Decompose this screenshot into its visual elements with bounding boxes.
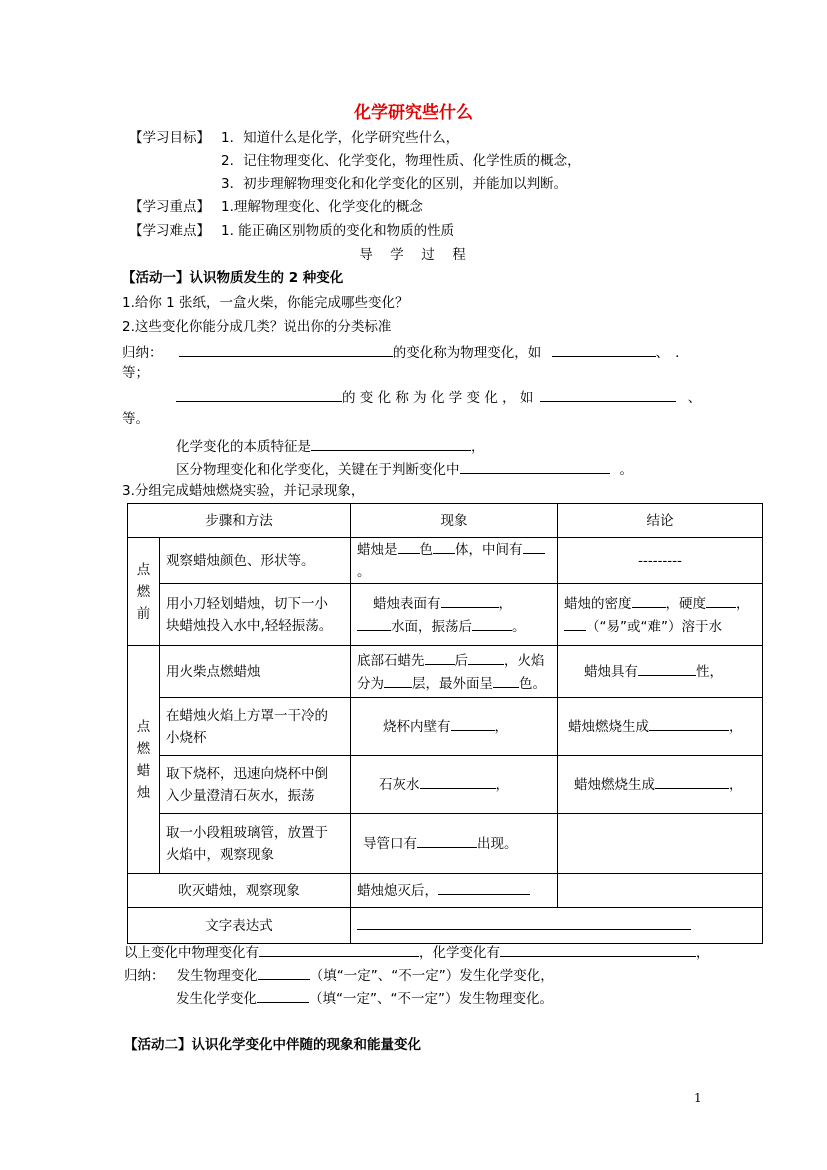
- table-row: [128, 756, 763, 814]
- physical-mid-text: 的变化称为物理变化，如: [392, 345, 542, 361]
- chemical-end-text: 等。: [122, 411, 149, 427]
- blank-limewater[interactable]: [420, 773, 496, 789]
- word-equation-cell: [351, 908, 763, 944]
- activity1-q1: 1.给你 1 张纸，一盒火柴，你能完成哪些变化？: [122, 295, 409, 311]
- table-row: [128, 814, 763, 874]
- obs-blow-out: 蜡烛熄灭后，: [351, 874, 558, 908]
- essence-end: ，: [471, 439, 485, 455]
- activity1-q3: 3.分组完成蜡烛燃烧实验，并记录现象，: [122, 483, 365, 499]
- step-cut: 用小刀轻划蜡烛，切下一小 块蜡烛投入水中,轻轻振荡。: [160, 584, 351, 646]
- obs-cut: 蜡烛表面有 ， 水面，振荡后 。: [351, 584, 558, 646]
- summary-line-chemical: [176, 386, 701, 408]
- header-steps: 步骤和方法: [128, 504, 351, 538]
- blank-physical-definition[interactable]: [179, 341, 393, 357]
- step-beaker: 在蜡烛火焰上方罩一干冷的 小烧杯: [160, 698, 351, 756]
- blank-product-1[interactable]: [649, 715, 729, 731]
- obs-observe: 蜡烛是 色 体，中间有。: [351, 538, 558, 584]
- table-row: [128, 698, 763, 756]
- essence-text: 化学变化的本质特征是: [176, 439, 311, 455]
- blank-product-2[interactable]: [655, 773, 729, 789]
- blank-word-equation[interactable]: [357, 914, 691, 930]
- distinguish-text: 区分物理变化和化学变化，关键在于判断变化中: [176, 462, 460, 478]
- chemical-mid-text: 的 变 化 称 为 化 学 变 化 ， 如: [342, 390, 534, 406]
- physical-end-text: 等；: [122, 365, 149, 381]
- con-blow-out: [558, 874, 763, 908]
- blank-beaker-wall[interactable]: [451, 715, 495, 731]
- goal-item-1: 1．知道什么是化学，化学研究些什么，: [221, 130, 460, 146]
- blank-physical-example[interactable]: [552, 341, 656, 357]
- blank-surface[interactable]: [441, 592, 499, 608]
- distinguish-end: 。: [619, 462, 633, 478]
- table-row: [128, 584, 763, 646]
- blank-color[interactable]: [398, 538, 420, 554]
- blank-chemical-definition[interactable]: [176, 386, 342, 402]
- blank-state[interactable]: [433, 538, 455, 554]
- goals-label: 【学习目标】: [129, 130, 210, 146]
- blank-property[interactable]: [638, 660, 696, 676]
- table-row: [128, 646, 763, 698]
- essence-line: [176, 435, 485, 457]
- difficulties-text: 1. 能正确区别物质的变化和物质的性质: [221, 223, 455, 239]
- obs-beaker: 烧杯内壁有 ，: [351, 698, 558, 756]
- group-before-ignition: 点 燃 前: [128, 538, 160, 646]
- blank-chemical-implies[interactable]: [257, 987, 309, 1003]
- blank-physical-implies[interactable]: [258, 964, 310, 980]
- group-lit-candle: 点 燃 蜡 烛: [128, 646, 160, 874]
- blank-tube-mouth[interactable]: [417, 832, 477, 848]
- blank-melt[interactable]: [425, 649, 455, 665]
- con-beaker: 蜡烛燃烧生成 ，: [558, 698, 763, 756]
- blank-distinguish[interactable]: [460, 458, 610, 474]
- table-row: [128, 538, 763, 584]
- blank-physical-changes[interactable]: [259, 941, 419, 957]
- step-observe: 观察蜡烛颜色、形状等。: [160, 538, 351, 584]
- key-points-text: 1.理解物理变化、化学变化的概念: [221, 199, 423, 215]
- key-points-label: 【学习重点】: [129, 199, 210, 215]
- con-limewater: 蜡烛燃烧生成 ，: [558, 756, 763, 814]
- header-conclusion: 结论: [558, 504, 763, 538]
- obs-light: 底部石蜡先 后 ，火焰 分为 层，最外面呈 色。: [351, 646, 558, 698]
- summary-line-physical: 归纳： 的变化称为物理变化，如 、 .: [122, 341, 679, 363]
- chemical-tail-text: 、: [687, 390, 702, 406]
- blank-burn[interactable]: [468, 649, 504, 665]
- blank-float[interactable]: [357, 615, 391, 631]
- experiment-table: [127, 503, 763, 944]
- step-blow-out: 吹灭蜡烛，观察现象: [128, 874, 351, 908]
- activity1-title: 【活动一】认识物质发生的 2 种变化: [122, 270, 344, 286]
- word-equation-label: 文字表达式: [128, 908, 351, 944]
- blank-essence[interactable]: [311, 435, 471, 451]
- blank-solubility[interactable]: [564, 615, 586, 631]
- blank-chemical-changes[interactable]: [500, 941, 696, 957]
- page-title: 化学研究些什么: [354, 103, 473, 123]
- induction-line-1: 归纳： 发生物理变化 （填“一定”、“不一定”）发生化学变化，: [124, 964, 554, 986]
- step-limewater: 取下烧杯，迅速向烧杯中倒 入少量澄清石灰水，振荡: [160, 756, 351, 814]
- step-glass-tube: 取一小段粗玻璃管，放置于 火焰中，观察现象: [160, 814, 351, 874]
- con-observe: ---------: [558, 538, 763, 584]
- blank-chemical-example[interactable]: [540, 386, 676, 402]
- step-light: 用火柴点燃蜡烛: [160, 646, 351, 698]
- goal-item-3: 3．初步理解物理变化和化学变化的区别，并能加以判断。: [221, 176, 568, 192]
- con-glass-tube: [558, 814, 763, 874]
- header-phenomenon: 现象: [351, 504, 558, 538]
- blank-middle[interactable]: [523, 538, 545, 554]
- goal-item-2: 2．记住物理变化、化学变化，物理性质、化学性质的概念，: [221, 153, 581, 169]
- summary-label: 归纳：: [122, 345, 163, 361]
- blank-layers[interactable]: [384, 672, 412, 688]
- distinguish-line: [176, 458, 633, 480]
- table-row: [128, 908, 763, 944]
- table-row: [128, 874, 763, 908]
- physical-tail-text: 、: [655, 345, 670, 361]
- activity2-title: 【活动二】认识化学变化中伴随的现象和能量变化: [124, 1037, 421, 1053]
- induction-line-2: 发生化学变化 （填“一定”、“不一定”）发生物理变化。: [176, 987, 553, 1009]
- con-cut: 蜡烛的密度 ，硬度 ， （“易”或“难”）溶于水: [558, 584, 763, 646]
- difficulties-label: 【学习难点】: [129, 223, 210, 239]
- activity1-q2: 2.这些变化你能分成几类？说出你的分类标准: [122, 319, 392, 335]
- con-light: 蜡烛具有 性，: [558, 646, 763, 698]
- blank-density[interactable]: [632, 592, 666, 608]
- blank-hardness[interactable]: [706, 592, 736, 608]
- blank-flame-color[interactable]: [493, 672, 519, 688]
- changes-summary-line: 以上变化中物理变化有 ，化学变化有 ，: [124, 941, 710, 963]
- process-heading: 导 学 过 程: [359, 247, 468, 263]
- obs-limewater: 石灰水 ，: [351, 756, 558, 814]
- table-header-row: [128, 504, 763, 538]
- blank-after-shake[interactable]: [472, 615, 512, 631]
- page-number: 1: [694, 1091, 702, 1105]
- obs-glass-tube: 导管口有 出现。: [351, 814, 558, 874]
- blank-after-blow-out[interactable]: [438, 879, 530, 895]
